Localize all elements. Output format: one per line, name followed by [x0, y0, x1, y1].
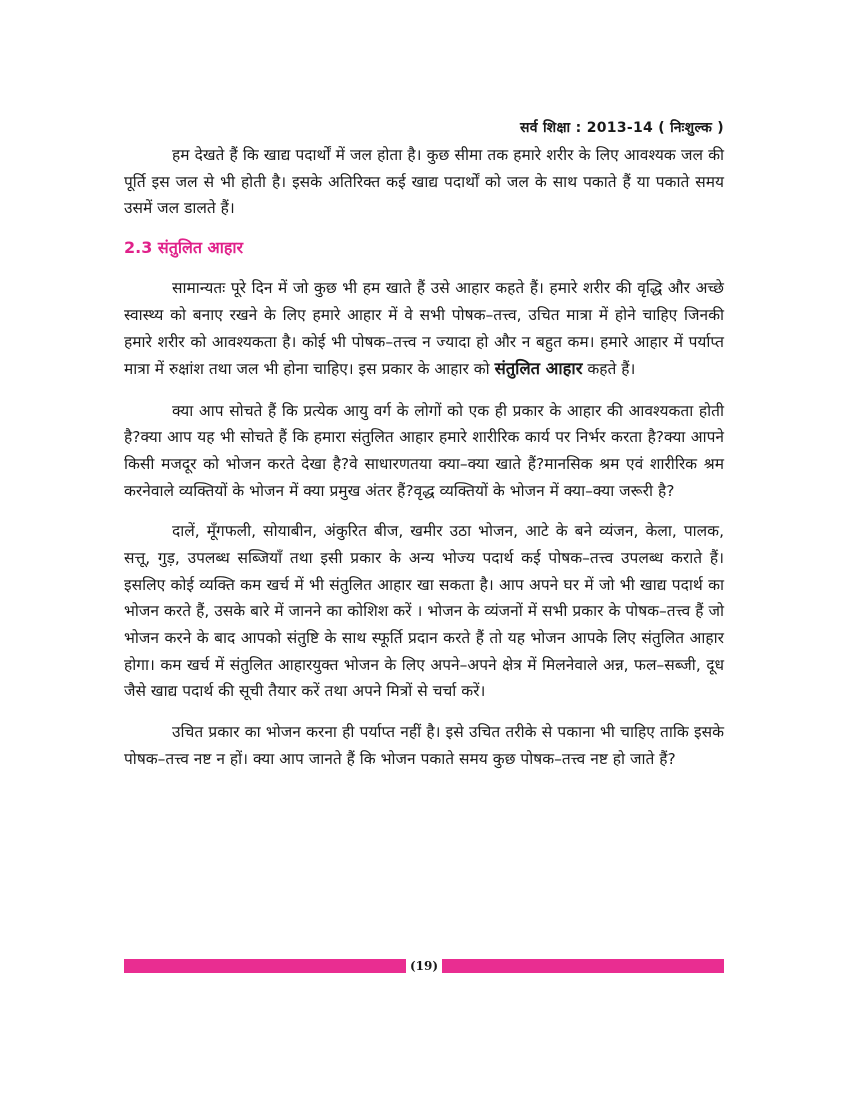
- paragraph-foods: दालें, मूँगफली, सोयाबीन, अंकुरित बीज, खमीर उठा भोजन, आटे के बने व्यंजन, केला, पालक, सत्तू, गुड़, उपलब्ध सब्जियाँ तथा इसी प्रकार के अन्य भोज्य पदार्थ कई पोषक–तत्त्व उपलब्ध कराते हैं। इसलिए कोई व्यक्ति कम खर्च में भी संतुलित आहार खा सकता है। आप अपने घर में जो भी खाद्य पदार्थ का भोजन करते हैं, उसके बारे में जानने का कोशिश करें । भोजन के व्यंजनों में सभी प्रकार के पोषक–तत्त्व हैं जो भोजन करने के बाद आपको संतुष्टि के साथ स्फूर्ति प्रदान करते हैं तो यह भोजन आपके लिए संतुलित आहार होगा। कम खर्च में संतुलित आहारयुक्त भोजन के लिए अपने–अपने क्षेत्र में मिलनेवाले अन्न, फल–सब्जी, दूध जैसे खाद्य पदार्थ की सूची तैयार करें तथा अपने मित्रों से चर्चा करें।: [124, 522, 724, 701]
- section-heading: 2.3 संतुलित आहार: [124, 237, 244, 257]
- page-content: [124, 142, 724, 786]
- paragraph-questions: क्या आप सोचते हैं कि प्रत्येक आयु वर्ग के लोगों को एक ही प्रकार के आहार की आवश्यकता होती है?क्या आप यह भी सोचते हैं कि हमारा संतुलित आहार हमारे शारीरिक कार्य पर निर्भर करता है?क्या आपने किसी मजदूर को भोजन करते देखा है?वे साधारणतया क्या–क्या खाते हैं?मानसिक श्रम एवं शारीरिक श्रम करनेवाले व्यक्तियों के भोजन में क्या प्रमुख अंतर हैं?वृद्ध व्यक्तियों के भोजन में क्या–क्या जरूरी है?: [124, 401, 724, 500]
- paragraph-cooking: उचित प्रकार का भोजन करना ही पर्याप्त नहीं है। इसे उचित तरीके से पकाना भी चाहिए ताकि इसके पोषक–तत्त्व नष्ट न हों। क्या आप जानते हैं कि भोजन पकाते समय कुछ पोषक–तत्त्व नष्ट हो जाते हैं?: [124, 723, 724, 768]
- paragraph-definition-text: सामान्यतः पूरे दिन में जो कुछ भी हम खाते हैं उसे आहार कहते हैं। हमारे शरीर की वृद्धि और अच्छे स्वास्थ्य को बनाए रखने के लिए हमारे आहार में वे सभी पोषक–तत्त्व, उचित मात्रा में होने चाहिए जिनकी हमारे शरीर को आवश्यकता है। कोई भी पोषक–तत्त्व न ज्यादा हो और न बहुत कम। हमारे आहार में पर्याप्त मात्रा में रुक्षांश तथा जल भी होना चाहिए। इस प्रकार के आहार को: [124, 279, 724, 379]
- bold-term: संतुलित आहार: [494, 359, 583, 379]
- page-number: (19): [409, 959, 439, 973]
- footer-bar-left: [124, 959, 406, 973]
- page-footer: [124, 958, 724, 974]
- running-header: सर्व शिक्षा : 2013-14 ( निःशुल्क ): [520, 120, 724, 136]
- intro-paragraph: हम देखते हैं कि खाद्य पदार्थों में जल होता है। कुछ सीमा तक हमारे शरीर के लिए आवश्यक जल की पूर्ति इस जल से भी होती है। इसके अतिरिक्त कई खाद्य पदार्थों को जल के साथ पकाते हैं या पकाते समय उसमें जल डालते हैं।: [124, 146, 724, 218]
- paragraph-definition: [124, 275, 724, 383]
- footer-bar-right: [442, 959, 724, 973]
- paragraph-definition-tail: कहते हैं।: [582, 360, 636, 379]
